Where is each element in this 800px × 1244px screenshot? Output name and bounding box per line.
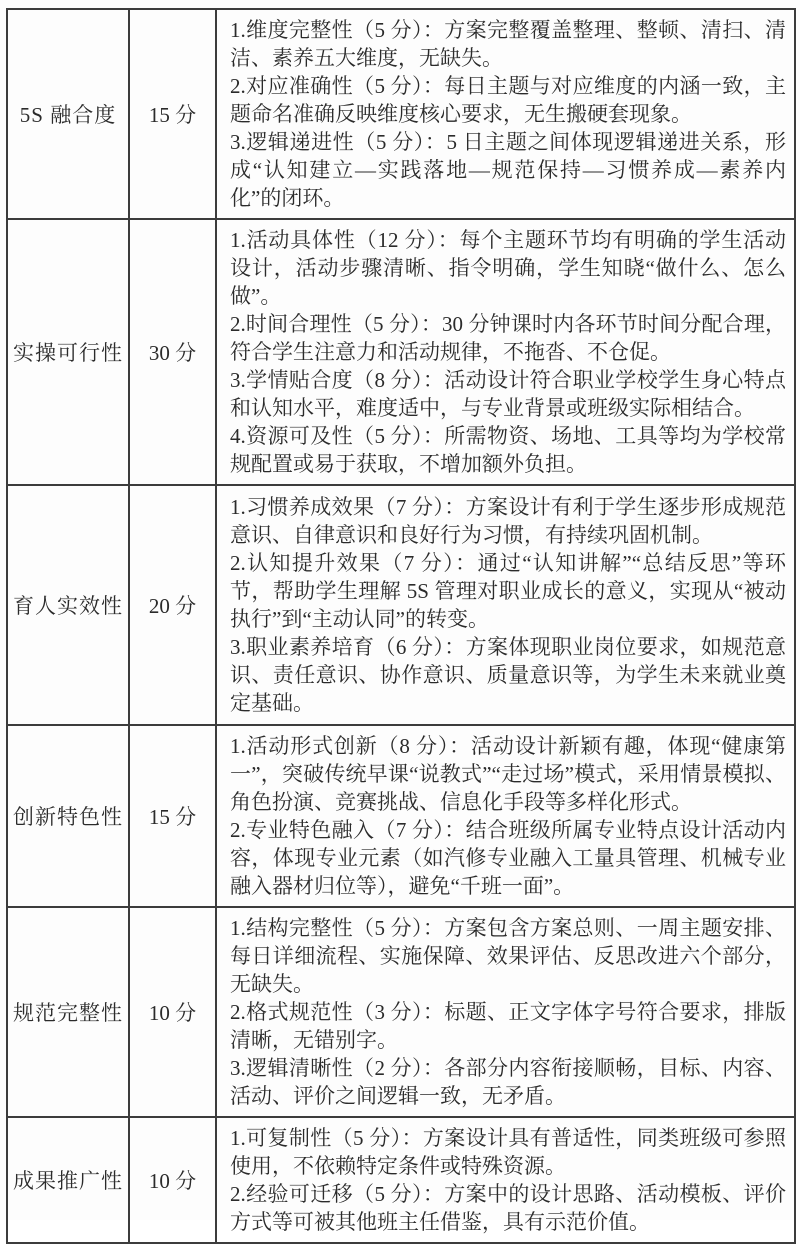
- detail-cell: [216, 485, 795, 725]
- criterion-item: 2.时间合理性（5 分）：30 分钟课时内各环节时间分配合理，符合学生注意力和活动规律，不拖沓、不仓促。: [230, 312, 786, 364]
- criterion-cell: 规范完整性: [7, 907, 129, 1117]
- table-row: [7, 725, 795, 907]
- criterion-item: 1.结构完整性（5 分）：方案包含方案总则、一周主题安排、每日详细流程、实施保障、效果评估、反思改进六个部分，无缺失。: [230, 916, 786, 996]
- table-row: [7, 907, 795, 1117]
- detail-cell: [216, 1117, 795, 1243]
- criterion-cell: 创新特色性: [7, 725, 129, 907]
- criterion-cell: 实操可行性: [7, 219, 129, 485]
- criterion-item: 1.可复制性（5 分）：方案设计具有普适性，同类班级可参照使用，不依赖特定条件或特殊资源。: [230, 1126, 786, 1178]
- criterion-item: 3.逻辑递进性（5 分）：5 日主题之间体现逻辑递进关系，形成“认知建立—实践落地—规范保持—习惯养成—素养内化”的闭环。: [230, 130, 786, 210]
- detail-cell: [216, 9, 795, 219]
- rubric-table-body: [7, 9, 795, 1243]
- score-cell: 15 分: [129, 9, 216, 219]
- table-row: [7, 219, 795, 485]
- criterion-item: 2.经验可迁移（5 分）：方案中的设计思路、活动模板、评价方式等可被其他班主任借鉴，具有示范价值。: [230, 1182, 786, 1234]
- criterion-item: 2.专业特色融入（7 分）：结合班级所属专业特点设计活动内容，体现专业元素（如汽修专业融入工量具管理、机械专业融入器材归位等），避免“千班一面”。: [230, 818, 786, 898]
- criterion-item: 2.格式规范性（3 分）：标题、正文字体字号符合要求，排版清晰，无错别字。: [230, 1000, 786, 1052]
- criterion-item: 1.维度完整性（5 分）：方案完整覆盖整理、整顿、清扫、清洁、素养五大维度，无缺失。: [230, 18, 786, 70]
- score-cell: 20 分: [129, 485, 216, 725]
- detail-cell: [216, 907, 795, 1117]
- criterion-cell: 5S 融合度: [7, 9, 129, 219]
- criterion-item: 3.学情贴合度（8 分）：活动设计符合职业学校学生身心特点和认知水平，难度适中，与专业背景或班级实际相结合。: [230, 368, 786, 420]
- table-row: [7, 1117, 795, 1243]
- criterion-item: 1.习惯养成效果（7 分）：方案设计有利于学生逐步形成规范意识、自律意识和良好行为习惯，有持续巩固机制。: [230, 495, 786, 547]
- rubric-table: [6, 8, 796, 1244]
- criterion-item: 2.认知提升效果（7 分）：通过“认知讲解”“总结反思”等环节，帮助学生理解 5S 管理对职业成长的意义，实现从“被动执行”到“主动认同”的转变。: [230, 551, 786, 631]
- criterion-item: 3.职业素养培育（6 分）：方案体现职业岗位要求，如规范意识、责任意识、协作意识、质量意识等，为学生未来就业奠定基础。: [230, 635, 786, 715]
- criterion-cell: 成果推广性: [7, 1117, 129, 1243]
- table-row: [7, 485, 795, 725]
- criterion-item: 4.资源可及性（5 分）：所需物资、场地、工具等均为学校常规配置或易于获取，不增加额外负担。: [230, 424, 786, 476]
- criterion-item: 1.活动具体性（12 分）：每个主题环节均有明确的学生活动设计，活动步骤清晰、指令明确，学生知晓“做什么、怎么做”。: [230, 228, 786, 308]
- criterion-item: 2.对应准确性（5 分）：每日主题与对应维度的内涵一致，主题命名准确反映维度核心要求，无生搬硬套现象。: [230, 74, 786, 126]
- table-row: [7, 9, 795, 219]
- criterion-item: 3.逻辑清晰性（2 分）：各部分内容衔接顺畅，目标、内容、活动、评价之间逻辑一致，无矛盾。: [230, 1056, 786, 1108]
- score-cell: 15 分: [129, 725, 216, 907]
- score-cell: 10 分: [129, 1117, 216, 1243]
- detail-cell: [216, 725, 795, 907]
- score-cell: 10 分: [129, 907, 216, 1117]
- criterion-item: 1.活动形式创新（8 分）：活动设计新颖有趣，体现“健康第一”，突破传统早课“说教式”“走过场”模式，采用情景模拟、角色扮演、竞赛挑战、信息化手段等多样化形式。: [230, 734, 786, 814]
- criterion-cell: 育人实效性: [7, 485, 129, 725]
- score-cell: 30 分: [129, 219, 216, 485]
- detail-cell: [216, 219, 795, 485]
